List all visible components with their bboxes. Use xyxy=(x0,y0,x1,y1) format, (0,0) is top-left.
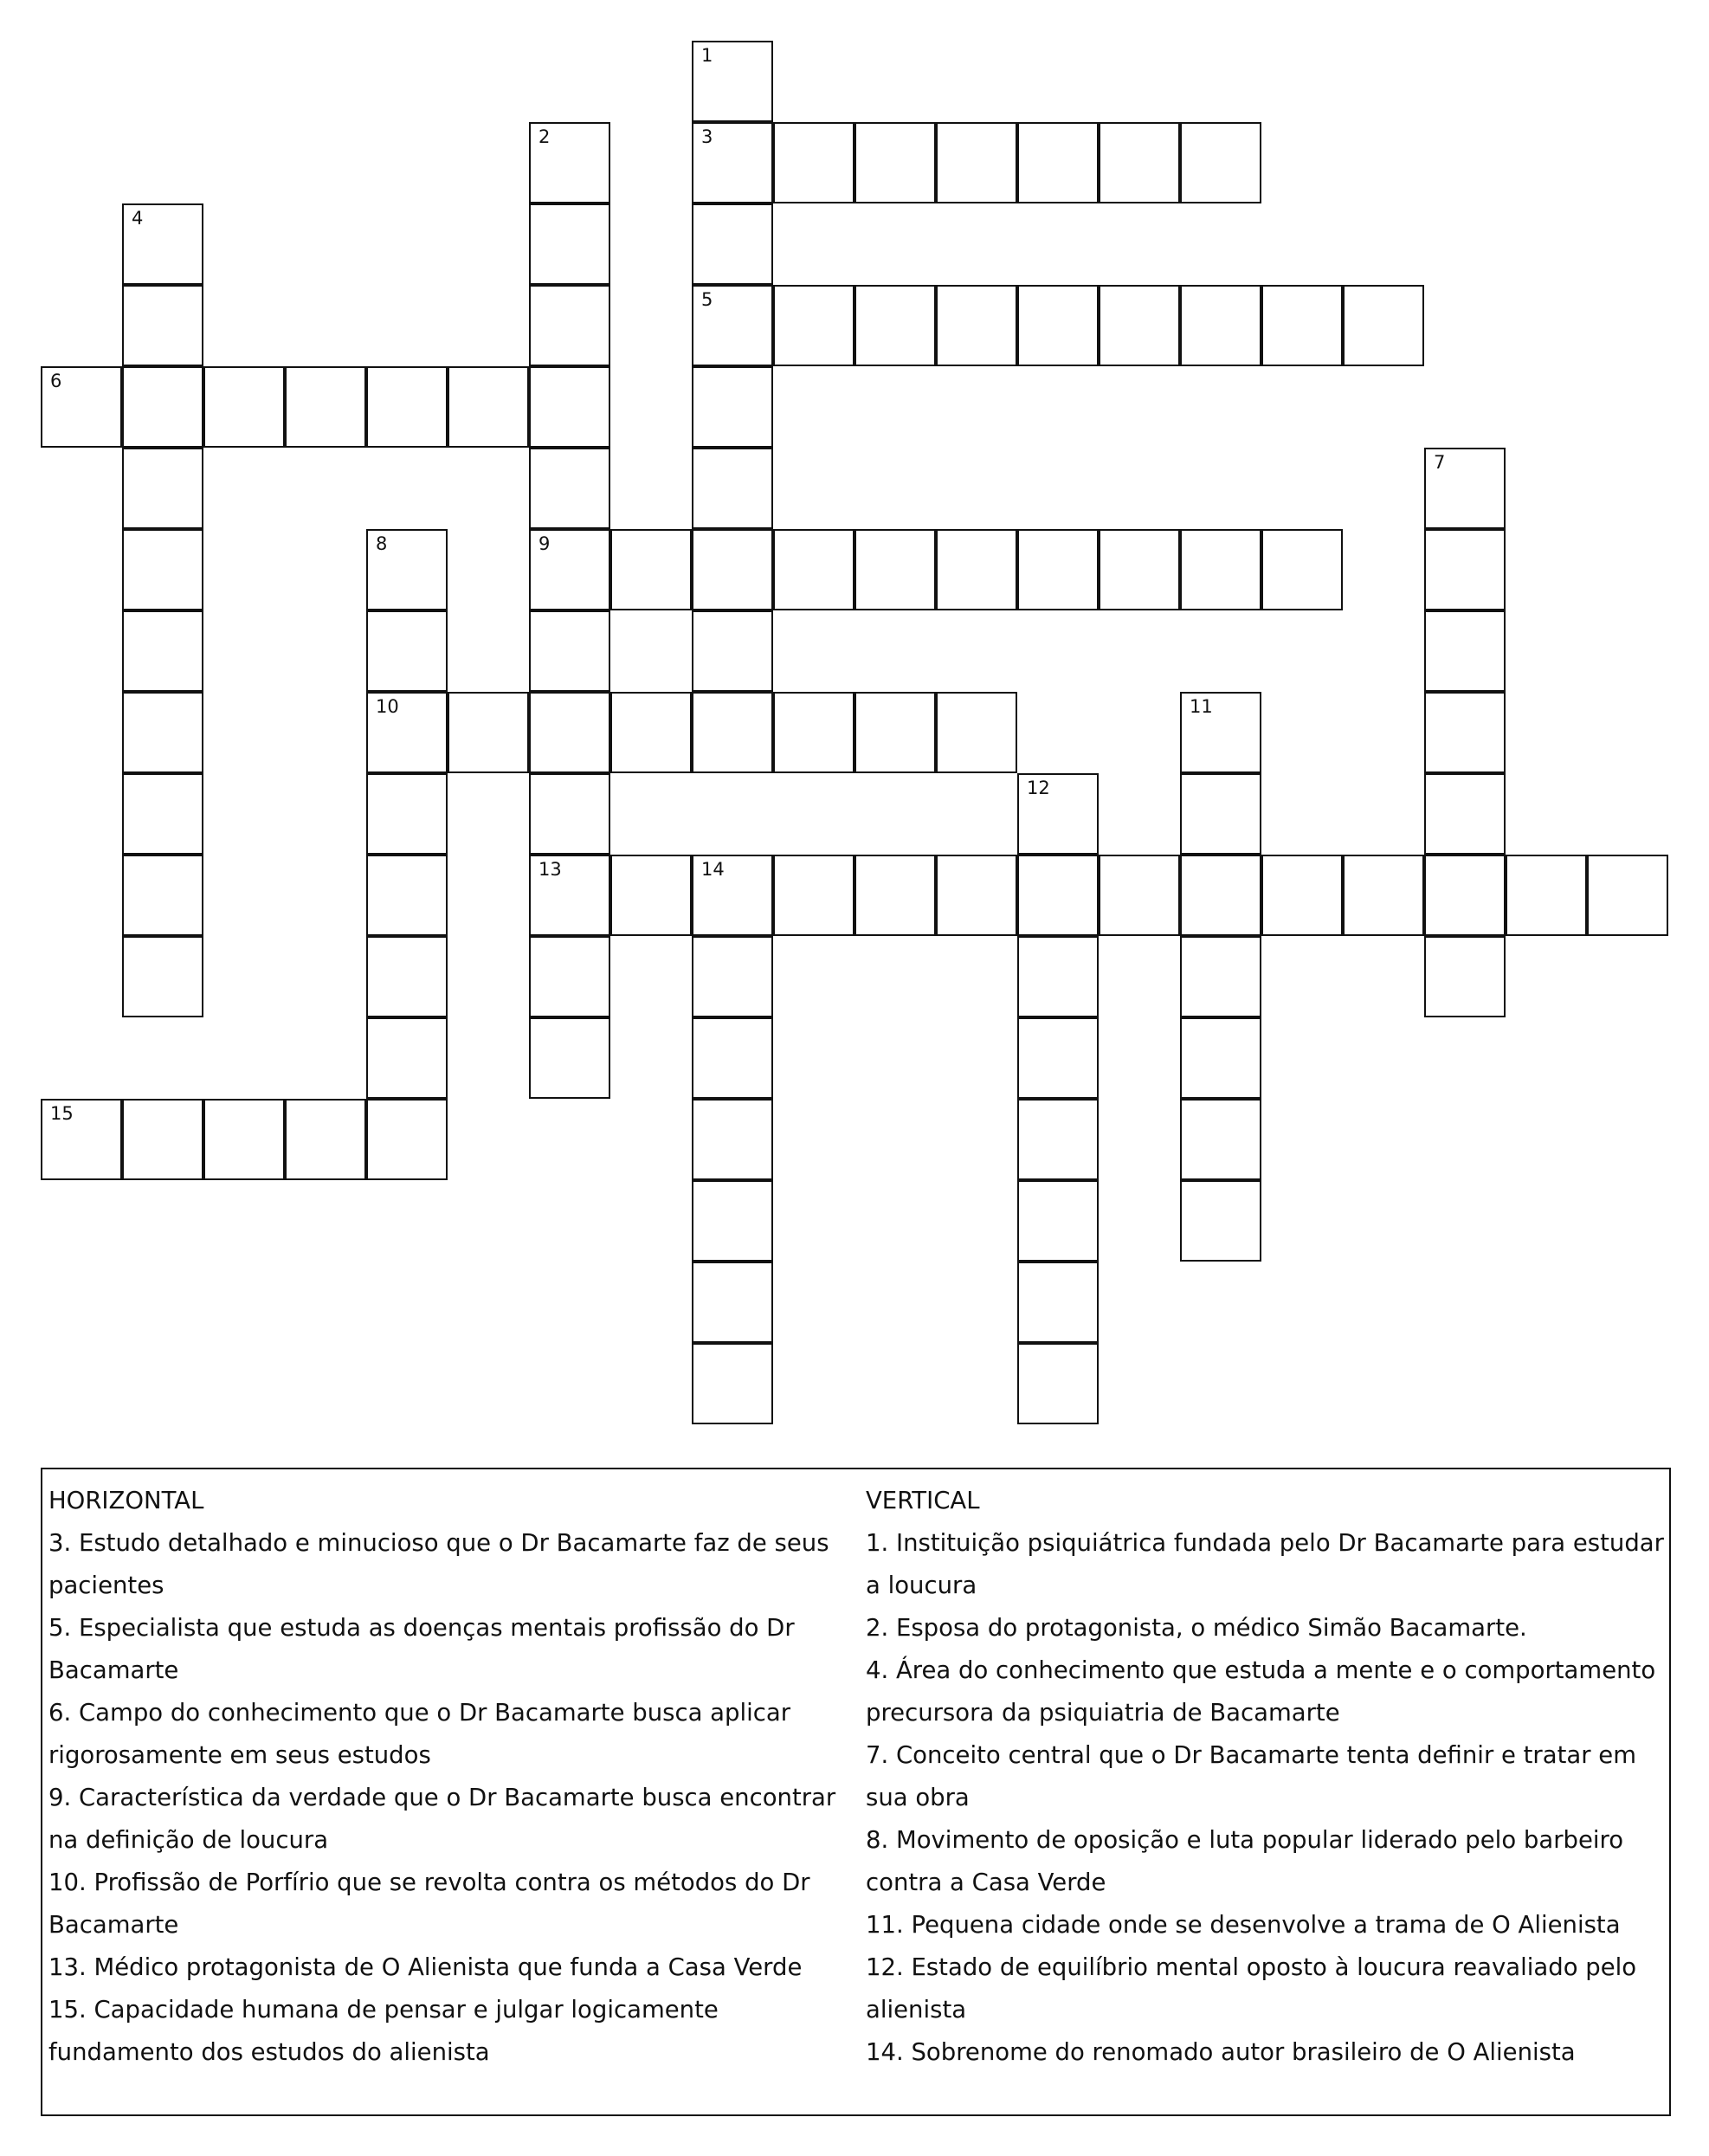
grid-cell[interactable] xyxy=(1180,529,1261,610)
grid-cell[interactable] xyxy=(692,855,773,936)
grid-cell[interactable] xyxy=(692,610,773,692)
clue-down-12: 12. Estado de equilíbrio mental oposto à loucura reavaliado pelo alienista xyxy=(866,1953,1637,2024)
clue-number: 2 xyxy=(538,126,551,147)
grid-cell[interactable] xyxy=(529,285,610,366)
grid-cell[interactable] xyxy=(1424,773,1506,855)
grid-cell[interactable] xyxy=(1506,855,1587,936)
grid-cell[interactable] xyxy=(773,855,854,936)
clue-across-15: 15. Capacidade humana de pensar e julgar logicamente fundamento dos estudos do alienista xyxy=(48,1996,719,2066)
grid-cell[interactable] xyxy=(122,936,203,1017)
grid-cell[interactable] xyxy=(122,529,203,610)
grid-cell[interactable] xyxy=(936,122,1017,203)
grid-cell[interactable] xyxy=(122,773,203,855)
grid-cell[interactable] xyxy=(773,285,854,366)
clue-down-4: 4. Área do conhecimento que estuda a mente e o comportamento precursora da psiquiatria de Bacamarte xyxy=(866,1656,1656,1727)
grid-cell[interactable] xyxy=(1180,1017,1261,1099)
grid-cell[interactable] xyxy=(1017,1099,1099,1180)
grid-cell[interactable] xyxy=(529,855,610,936)
horizontal-clue-list xyxy=(48,1522,854,2074)
clue-number: 12 xyxy=(1027,778,1050,798)
grid-cell[interactable] xyxy=(692,1017,773,1099)
grid-cell[interactable] xyxy=(1180,1099,1261,1180)
grid-cell[interactable] xyxy=(773,122,854,203)
clues-box xyxy=(41,1468,1671,2116)
grid-cell[interactable] xyxy=(692,1262,773,1343)
grid-cell[interactable] xyxy=(1343,285,1424,366)
grid-cell[interactable] xyxy=(285,366,366,448)
grid-cell[interactable] xyxy=(529,773,610,855)
grid-cell[interactable] xyxy=(1261,855,1343,936)
grid-cell[interactable] xyxy=(692,1343,773,1424)
clue-number: 13 xyxy=(538,859,562,880)
grid-cell[interactable] xyxy=(122,448,203,529)
grid-cell[interactable] xyxy=(610,529,692,610)
grid-cell[interactable] xyxy=(41,1099,122,1180)
clue-number: 11 xyxy=(1190,696,1213,717)
clue-number: 9 xyxy=(538,533,551,554)
clue-number: 15 xyxy=(50,1103,74,1124)
grid-cell[interactable] xyxy=(854,529,936,610)
grid-cell[interactable] xyxy=(122,203,203,285)
grid-cell[interactable] xyxy=(692,529,773,610)
grid-cell[interactable] xyxy=(366,529,448,610)
grid-cell[interactable] xyxy=(529,203,610,285)
clue-down-7: 7. Conceito central que o Dr Bacamarte tenta definir e tratar em sua obra xyxy=(866,1741,1636,1811)
horizontal-clues-column xyxy=(48,1480,854,2074)
grid-cell[interactable] xyxy=(285,1099,366,1180)
grid-cell[interactable] xyxy=(1180,936,1261,1017)
grid-cell[interactable] xyxy=(529,448,610,529)
clue-number: 5 xyxy=(701,289,713,310)
grid-cell[interactable] xyxy=(1017,529,1099,610)
grid-cell[interactable] xyxy=(122,855,203,936)
grid-cell[interactable] xyxy=(773,692,854,773)
grid-cell[interactable] xyxy=(854,285,936,366)
grid-cell[interactable] xyxy=(692,692,773,773)
grid-cell[interactable] xyxy=(1017,855,1099,936)
grid-cell[interactable] xyxy=(1017,1343,1099,1424)
grid-cell[interactable] xyxy=(692,41,773,122)
clue-number: 7 xyxy=(1434,452,1446,473)
clue-number: 3 xyxy=(701,126,713,147)
clue-across-10: 10. Profissão de Porfírio que se revolta contra os métodos do Dr Bacamarte xyxy=(48,1869,810,1939)
grid-cell[interactable] xyxy=(1099,122,1180,203)
grid-cell[interactable] xyxy=(1180,692,1261,773)
grid-cell[interactable] xyxy=(41,366,122,448)
grid-cell[interactable] xyxy=(122,285,203,366)
clue-number: 8 xyxy=(376,533,388,554)
grid-cell[interactable] xyxy=(1017,773,1099,855)
grid-cell[interactable] xyxy=(1343,855,1424,936)
clue-down-2: 2. Esposa do protagonista, o médico Simão Bacamarte. xyxy=(866,1614,1527,1642)
grid-cell[interactable] xyxy=(366,855,448,936)
clue-number: 1 xyxy=(701,45,713,66)
grid-cell[interactable] xyxy=(1424,936,1506,1017)
clue-number: 4 xyxy=(132,208,144,229)
grid-cell[interactable] xyxy=(122,610,203,692)
grid-cell[interactable] xyxy=(1424,610,1506,692)
grid-cell[interactable] xyxy=(366,1099,448,1180)
grid-cell[interactable] xyxy=(610,855,692,936)
grid-cell[interactable] xyxy=(1261,285,1343,366)
grid-cell[interactable] xyxy=(1180,773,1261,855)
clue-number: 10 xyxy=(376,696,399,717)
grid-cell[interactable] xyxy=(366,936,448,1017)
clue-across-3: 3. Estudo detalhado e minucioso que o Dr Bacamarte faz de seus pacientes xyxy=(48,1529,829,1599)
grid-cell[interactable] xyxy=(1424,448,1506,529)
clue-number: 6 xyxy=(50,371,62,391)
grid-cell[interactable] xyxy=(692,285,773,366)
clue-down-11: 11. Pequena cidade onde se desenvolve a trama de O Alienista xyxy=(866,1911,1621,1939)
clue-down-8: 8. Movimento de oposição e luta popular liderado pelo barbeiro contra a Casa Verde xyxy=(866,1826,1624,1896)
grid-cell[interactable] xyxy=(203,1099,285,1180)
grid-cell[interactable] xyxy=(936,285,1017,366)
grid-cell[interactable] xyxy=(1017,936,1099,1017)
grid-cell[interactable] xyxy=(936,692,1017,773)
grid-cell[interactable] xyxy=(1587,855,1668,936)
horizontal-title: HORIZONTAL xyxy=(48,1487,204,1514)
grid-cell[interactable] xyxy=(529,692,610,773)
grid-cell[interactable] xyxy=(1424,855,1506,936)
grid-cell[interactable] xyxy=(1017,122,1099,203)
clue-across-5: 5. Especialista que estuda as doenças mentais profissão do Dr Bacamarte xyxy=(48,1614,795,1684)
grid-cell[interactable] xyxy=(529,610,610,692)
grid-cell[interactable] xyxy=(1099,855,1180,936)
grid-cell[interactable] xyxy=(529,1017,610,1099)
clue-across-13: 13. Médico protagonista de O Alienista que funda a Casa Verde xyxy=(48,1953,803,1981)
grid-cell[interactable] xyxy=(122,692,203,773)
grid-cell[interactable] xyxy=(366,1017,448,1099)
grid-cell[interactable] xyxy=(692,203,773,285)
grid-cell[interactable] xyxy=(692,1180,773,1262)
grid-cell[interactable] xyxy=(366,610,448,692)
grid-cell[interactable] xyxy=(1180,285,1261,366)
clue-down-14: 14. Sobrenome do renomado autor brasileiro de O Alienista xyxy=(866,2038,1576,2066)
grid-cell[interactable] xyxy=(122,1099,203,1180)
vertical-title: VERTICAL xyxy=(866,1487,980,1514)
grid-cell[interactable] xyxy=(692,122,773,203)
grid-cell[interactable] xyxy=(448,366,529,448)
vertical-clue-list xyxy=(866,1522,1667,2074)
grid-cell[interactable] xyxy=(122,366,203,448)
grid-cell[interactable] xyxy=(1424,529,1506,610)
grid-cell[interactable] xyxy=(1099,529,1180,610)
grid-cell[interactable] xyxy=(1180,1180,1261,1262)
grid-cell[interactable] xyxy=(854,855,936,936)
grid-cell[interactable] xyxy=(936,529,1017,610)
grid-cell[interactable] xyxy=(692,448,773,529)
grid-cell[interactable] xyxy=(366,773,448,855)
grid-cell[interactable] xyxy=(1017,1262,1099,1343)
grid-cell[interactable] xyxy=(692,366,773,448)
grid-cell[interactable] xyxy=(529,122,610,203)
grid-cell[interactable] xyxy=(366,692,448,773)
grid-cell[interactable] xyxy=(692,1099,773,1180)
grid-cell[interactable] xyxy=(854,122,936,203)
grid-cell[interactable] xyxy=(529,366,610,448)
grid-cell[interactable] xyxy=(610,692,692,773)
grid-cell[interactable] xyxy=(1424,692,1506,773)
grid-cell[interactable] xyxy=(854,692,936,773)
clue-across-6: 6. Campo do conhecimento que o Dr Bacamarte busca aplicar rigorosamente em seus estudos xyxy=(48,1699,791,1769)
grid-cell[interactable] xyxy=(1017,1017,1099,1099)
grid-cell[interactable] xyxy=(366,366,448,448)
grid-cell[interactable] xyxy=(203,366,285,448)
grid-cell[interactable] xyxy=(529,936,610,1017)
grid-cell[interactable] xyxy=(1180,855,1261,936)
grid-cell[interactable] xyxy=(1017,1180,1099,1262)
grid-cell[interactable] xyxy=(692,936,773,1017)
grid-cell[interactable] xyxy=(1261,529,1343,610)
clue-number: 14 xyxy=(701,859,725,880)
grid-cell[interactable] xyxy=(1017,285,1099,366)
grid-cell[interactable] xyxy=(773,529,854,610)
clue-down-1: 1. Instituição psiquiátrica fundada pelo Dr Bacamarte para estudar a loucura xyxy=(866,1529,1664,1599)
clue-across-9: 9. Característica da verdade que o Dr Bacamarte busca encontrar na definição de loucura xyxy=(48,1784,836,1854)
grid-cell[interactable] xyxy=(1180,122,1261,203)
grid-cell[interactable] xyxy=(529,529,610,610)
vertical-clues-column xyxy=(866,1480,1667,2074)
grid-cell[interactable] xyxy=(936,855,1017,936)
grid-cell[interactable] xyxy=(448,692,529,773)
grid-cell[interactable] xyxy=(1099,285,1180,366)
